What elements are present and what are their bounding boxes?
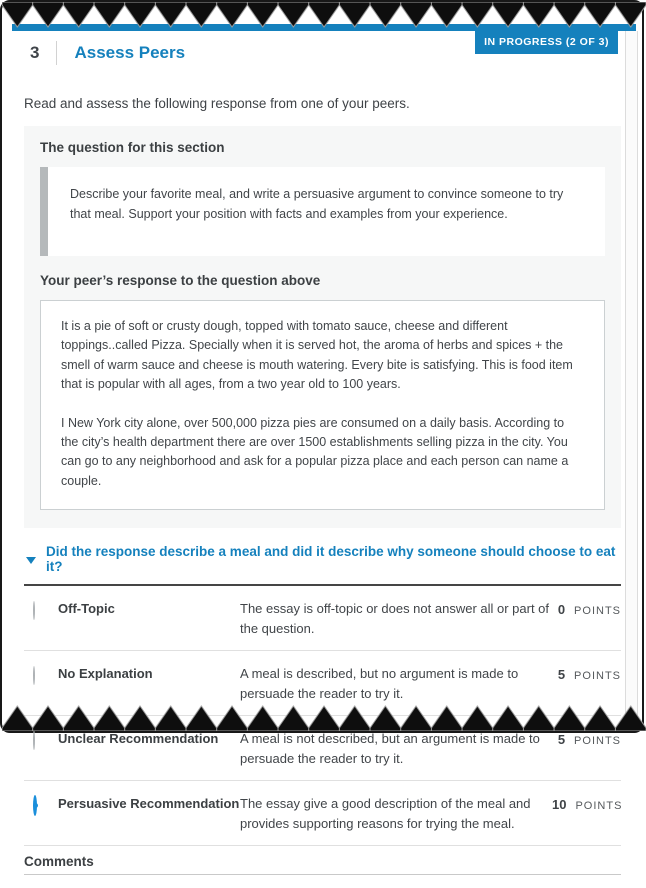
option-description: A meal is not described, but an argument is made to persuade the reader to try it. bbox=[240, 731, 540, 766]
instructions-text: Read and assess the following response from one of your peers. bbox=[24, 96, 410, 111]
rubric-option-row[interactable] bbox=[24, 586, 621, 651]
option-points bbox=[558, 599, 621, 619]
radio-button[interactable] bbox=[33, 731, 35, 750]
rubric-option-row[interactable] bbox=[24, 716, 621, 781]
option-label[interactable]: Off-Topic bbox=[58, 601, 115, 616]
points-unit: POINTS bbox=[575, 800, 623, 812]
header-divider bbox=[56, 41, 57, 65]
points-unit: POINTS bbox=[574, 605, 621, 617]
points-value: 0 bbox=[557, 602, 566, 617]
option-label[interactable]: Unclear Recommendation bbox=[58, 731, 219, 746]
option-label[interactable]: No Explanation bbox=[58, 666, 153, 681]
header-accent-bar bbox=[12, 24, 636, 31]
peer-response-paragraph: I New York city alone, over 500,000 pizza pies are consumed on a daily basis. According to the city’s health department there are over 1500 establishments selling pizza in the city. You can go to any neighborhood and ask for a popular pizza place and each person can name a couple. bbox=[61, 415, 569, 488]
status-badge: IN PROGRESS (2 OF 3) bbox=[475, 31, 618, 54]
points-value: 10 bbox=[552, 797, 567, 812]
submission-panel bbox=[24, 126, 621, 528]
radio-button[interactable] bbox=[33, 601, 35, 620]
option-label[interactable]: Persuasive Recommendation bbox=[58, 796, 240, 811]
page-title: Assess Peers bbox=[74, 43, 186, 62]
option-points bbox=[558, 729, 621, 749]
peer-response-paragraph: It is a pie of soft or crusty dough, topped with tomato sauce, cheese and different toppings..called Pizza. Specially when it is served hot, the aroma of herbs and spices + the smell of warm sauce and cheese is mouth watering. Every bite is satisfying. This is food item that is popular with all ages, from a two year old to 100 years. bbox=[61, 319, 573, 392]
rubric-question-toggle[interactable] bbox=[24, 544, 621, 574]
points-value: 5 bbox=[557, 732, 566, 747]
question-prompt: Describe your favorite meal, and write a persuasive argument to convince someone to try that meal. Support your position with facts and examples from your experience. bbox=[40, 167, 605, 256]
comments-label: Comments bbox=[24, 854, 94, 869]
option-description: A meal is described, but no argument is made to persuade the reader to try it. bbox=[240, 666, 519, 701]
radio-button[interactable] bbox=[33, 666, 35, 685]
option-description: The essay give a good description of the meal and provides supporting reasons for trying the meal. bbox=[240, 796, 531, 831]
radio-button-selected[interactable] bbox=[33, 795, 37, 816]
rubric-question: Did the response describe a meal and did it describe why someone should choose to eat it? bbox=[46, 544, 616, 574]
triangle-down-icon bbox=[26, 557, 36, 564]
points-unit: POINTS bbox=[574, 735, 621, 747]
points-value: 5 bbox=[557, 667, 566, 682]
rubric-option-row[interactable] bbox=[24, 651, 621, 716]
question-section-heading: The question for this section bbox=[40, 140, 225, 155]
assessment-content bbox=[24, 40, 621, 888]
comments-textarea[interactable] bbox=[24, 874, 621, 888]
option-points bbox=[552, 794, 622, 814]
points-unit: POINTS bbox=[574, 670, 621, 682]
option-points bbox=[558, 664, 621, 684]
rubric-option-row[interactable] bbox=[24, 781, 621, 846]
peer-response-heading: Your peer’s response to the question above bbox=[40, 273, 321, 288]
step-number: 3 bbox=[30, 43, 40, 62]
option-description: The essay is off-topic or does not answer all or part of the question. bbox=[240, 601, 550, 636]
scrollbar-track[interactable] bbox=[625, 31, 638, 728]
peer-response-text bbox=[40, 300, 605, 510]
